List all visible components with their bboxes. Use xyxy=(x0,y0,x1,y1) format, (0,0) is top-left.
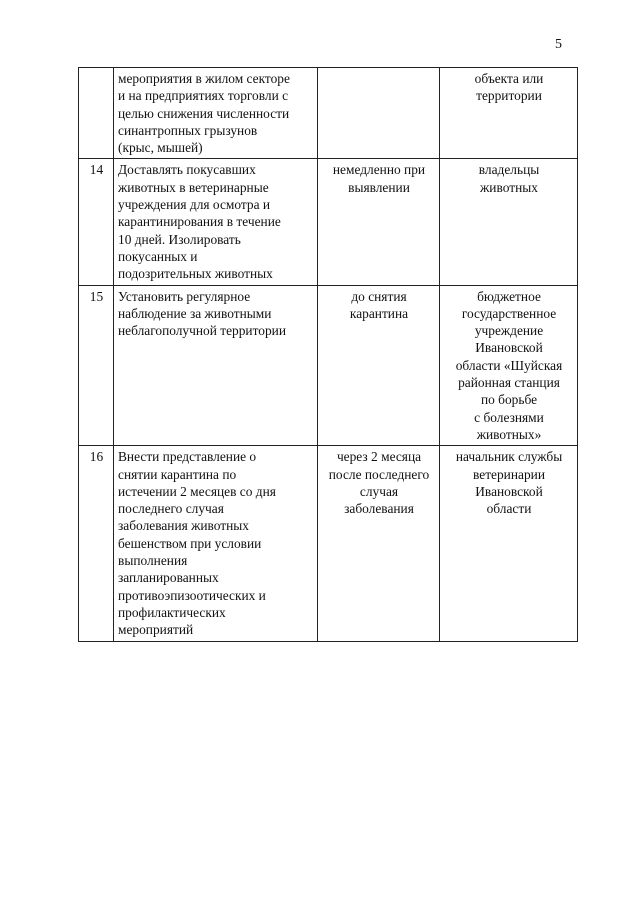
cell-line: учреждение xyxy=(474,323,544,339)
term-cell xyxy=(318,446,440,641)
cell-line: противоэпизоотических и xyxy=(118,587,266,603)
cell-line: владельцы xyxy=(478,162,540,178)
responsible-cell xyxy=(440,68,578,159)
cell-line: животных xyxy=(480,179,538,195)
table-row xyxy=(79,159,578,285)
cell-line: области «Шуйская xyxy=(455,357,563,373)
cell-line: учреждения для осмотра и xyxy=(118,197,271,213)
cell-line: профилактических xyxy=(118,604,226,620)
cell-line: последнего случая xyxy=(118,501,224,517)
cell-line: карантинирования в течение xyxy=(118,214,281,230)
cell-line: (крыс, мышей) xyxy=(118,140,203,156)
action-cell xyxy=(114,285,318,446)
cell-line: наблюдение за животными xyxy=(118,305,272,321)
cell-line: районная станция xyxy=(458,375,560,391)
cell-line: области xyxy=(486,501,532,517)
cell-line: территории xyxy=(476,88,542,104)
cell-line: бешенством при условии xyxy=(118,535,262,551)
page-number: 5 xyxy=(555,37,562,52)
cell-line: снятии карантина по xyxy=(118,466,237,482)
cell-line: Внести представление о xyxy=(118,449,257,465)
cell-line: объекта или xyxy=(474,71,544,86)
cell-line: подозрительных животных xyxy=(118,266,273,282)
cell-line: и на предприятиях торговли с xyxy=(118,88,289,104)
cell-line: Ивановской xyxy=(475,340,543,356)
measures-table xyxy=(78,67,578,642)
cell-line: Установить регулярное xyxy=(118,288,251,304)
table-row xyxy=(79,446,578,641)
table-row xyxy=(79,285,578,446)
cell-line: синантропных грызунов xyxy=(118,122,258,138)
cell-line: по борьбе xyxy=(480,392,538,408)
action-cell xyxy=(114,446,318,641)
cell-line: животных» xyxy=(476,426,542,442)
cell-line: выявлении xyxy=(348,179,410,195)
cell-line: до снятия xyxy=(351,288,407,304)
row-number: 15 xyxy=(79,285,114,446)
action-cell xyxy=(114,159,318,285)
cell-line: 10 дней. Изолировать xyxy=(118,231,241,247)
table-row xyxy=(79,68,578,159)
cell-line: случая xyxy=(359,483,399,499)
row-number: 16 xyxy=(79,446,114,641)
cell-line: мероприятий xyxy=(118,622,194,638)
cell-line: выполнения xyxy=(118,553,188,569)
cell-line: целью снижения численности xyxy=(118,105,290,121)
term-cell xyxy=(318,159,440,285)
cell-line: с болезнями xyxy=(474,409,544,425)
cell-line: заболевания животных xyxy=(118,518,249,534)
cell-line: запланированных xyxy=(118,570,219,586)
cell-line: после последнего xyxy=(328,466,430,482)
action-cell xyxy=(114,68,318,159)
cell-line: мероприятия в жилом секторе xyxy=(118,71,290,86)
cell-line: заболевания xyxy=(344,501,414,517)
cell-line: начальник службы xyxy=(455,449,563,465)
cell-line: ветеринарии xyxy=(473,466,545,482)
cell-line: покусанных и xyxy=(118,248,198,264)
cell-line: неблагополучной территории xyxy=(118,323,286,339)
cell-line: животных в ветеринарные xyxy=(118,179,269,195)
row-number xyxy=(79,68,114,159)
cell-line: Доставлять покусавших xyxy=(118,162,256,178)
cell-line: немедленно при xyxy=(332,162,426,178)
responsible-cell xyxy=(440,285,578,446)
term-cell xyxy=(318,285,440,446)
cell-line: Ивановской xyxy=(475,483,543,499)
row-number: 14 xyxy=(79,159,114,285)
cell-line: через 2 месяца xyxy=(336,449,422,465)
cell-line: истечении 2 месяцев со дня xyxy=(118,483,276,499)
cell-line: государственное xyxy=(461,305,557,321)
responsible-cell xyxy=(440,446,578,641)
cell-line: карантина xyxy=(349,305,409,321)
responsible-cell xyxy=(440,159,578,285)
term-cell xyxy=(318,68,440,159)
cell-line: бюджетное xyxy=(477,288,541,304)
